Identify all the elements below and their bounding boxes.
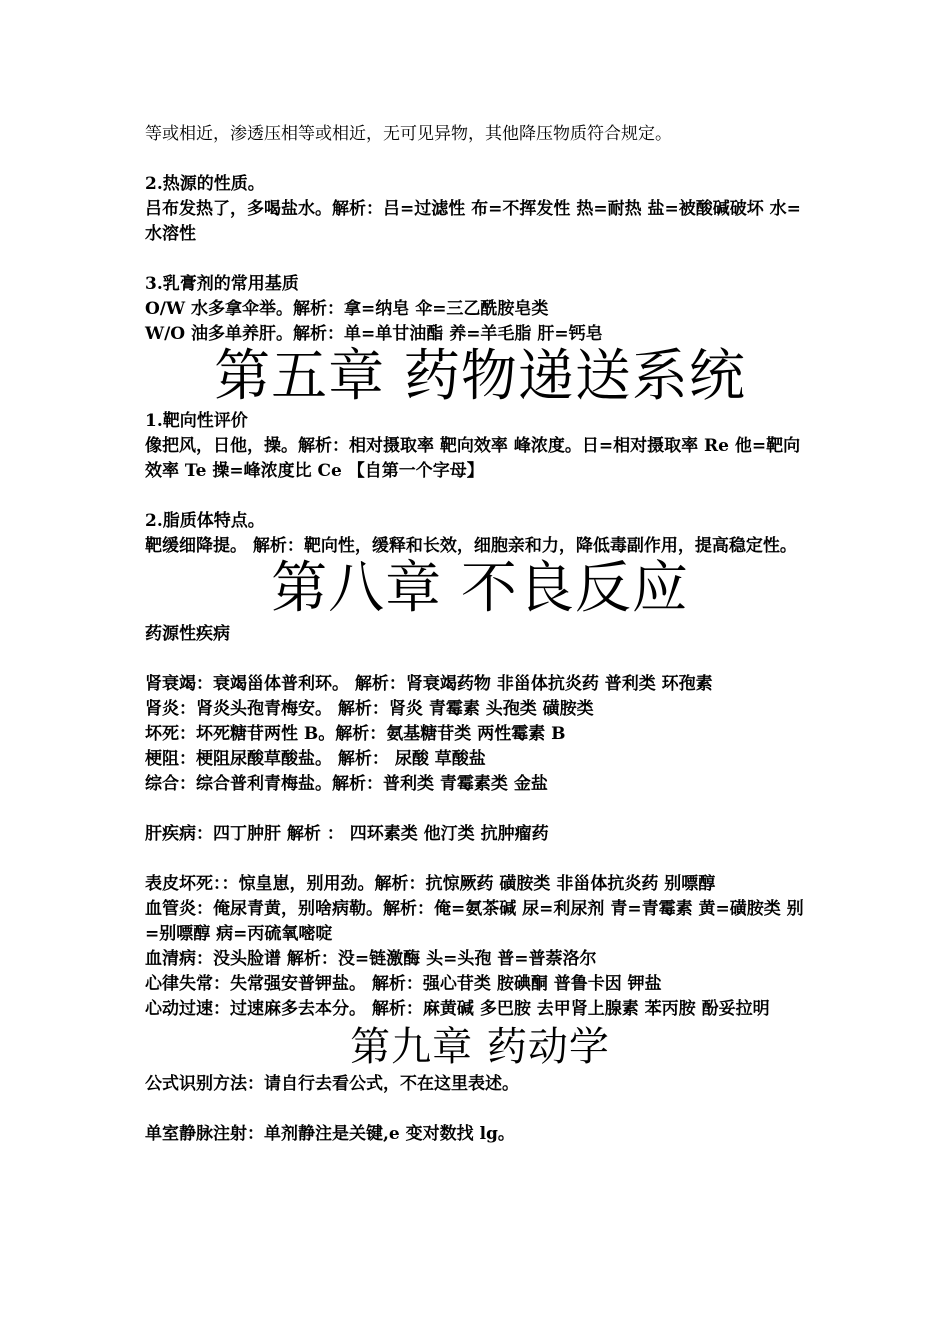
- text-line: O/W 水多拿伞举。解析：拿=纳皂 伞=三乙酰胺皂类: [145, 299, 549, 319]
- text-line: 心动过速：过速麻多去本分。 解析：麻黄碱 多巴胺 去甲肾上腺素 苯丙胺 酚妥拉明: [145, 998, 770, 1019]
- chapter-heading: 第九章 药动学: [350, 1023, 610, 1070]
- blank-line: [145, 847, 815, 872]
- text-line: 像把风，日他，操。解析：相对摄取率 靶向效率 峰浓度。日=相对摄取率 Re 他=靶向效率 Te 操=峰浓度比 Ce 【自第一个字母】: [145, 436, 801, 482]
- chapter-heading: 第五章 药物递送系统: [214, 344, 746, 409]
- text-line: 2.热源的性质。: [145, 174, 265, 194]
- text-line: 坏死：坏死糖苷两性 B。解析：氨基糖苷类 两性霉素 B: [145, 723, 566, 744]
- text-line: 靶缓细降提。 解析：靶向性，缓释和长效，细胞亲和力，降低毒副作用，提高稳定性。: [145, 536, 797, 557]
- text-line: 肾炎：肾炎头孢青梅安。 解析：肾炎 青霉素 头孢类 磺胺类: [145, 698, 594, 719]
- document-page: [145, 122, 815, 1147]
- text-line: 药源性疾病: [145, 623, 230, 644]
- text-line: 表皮坏死：：惊皇崽，别用劲。解析：抗惊厥药 磺胺类 非甾体抗炎药 别嘌醇: [145, 873, 716, 894]
- text-line: W/O 油多单养肝。解析：单=单甘油酯 养=羊毛脂 肝=钙皂: [145, 324, 603, 344]
- text-line: 公式识别方法：请自行去看公式，不在这里表述。: [145, 1073, 519, 1094]
- text-line: 单室静脉注射：单剂静注是关键,e 变对数找 lg。: [145, 1123, 515, 1144]
- text-line: 血管炎：俺尿青黄，别啥病勒。解析：俺=氨茶碱 尿=利尿剂 青=青霉素 黄=磺胺类 别=别嘌醇 病=丙硫氧嘧啶: [145, 898, 804, 944]
- blank-line: [145, 247, 815, 272]
- text-line: 血清病：没头脸谱 解析：没=链激酶 头=头孢 普=普萘洛尔: [145, 948, 597, 969]
- text-line: 吕布发热了，多喝盐水。解析：吕=过滤性 布=不挥发性 热=耐热 盐=被酸碱破坏 水=水溶性: [145, 199, 801, 244]
- text-line: 肝疾病：四丁肿肝 解析 ： 四环素类 他汀类 抗肿瘤药: [145, 823, 549, 844]
- text-line: 等或相近，渗透压相等或相近，无可见异物，其他降压物质符合规定。: [145, 124, 672, 144]
- chapter-heading: 第八章 不良反应: [271, 556, 689, 622]
- text-line: 3.乳膏剂的常用基质: [145, 274, 299, 294]
- blank-line: [145, 484, 815, 509]
- text-line: 1.靶向性评价: [145, 411, 248, 432]
- blank-line: [145, 797, 815, 822]
- text-line: 2.脂质体特点。: [145, 511, 265, 532]
- text-line: 梗阻：梗阻尿酸草酸盐。 解析： 尿酸 草酸盐: [145, 748, 486, 769]
- blank-line: [145, 147, 815, 172]
- text-line: 综合：综合普利青梅盐。解析：普利类 青霉素类 金盐: [145, 773, 548, 794]
- text-line: 肾衰竭：衰竭甾体普利环。 解析：肾衰竭药物 非甾体抗炎药 普利类 环孢素: [145, 673, 713, 694]
- blank-line: [145, 1097, 815, 1122]
- text-line: 心律失常：失常强安普钾盐。 解析：强心苷类 胺碘酮 普鲁卡因 钾盐: [145, 973, 662, 994]
- blank-line: [145, 647, 815, 672]
